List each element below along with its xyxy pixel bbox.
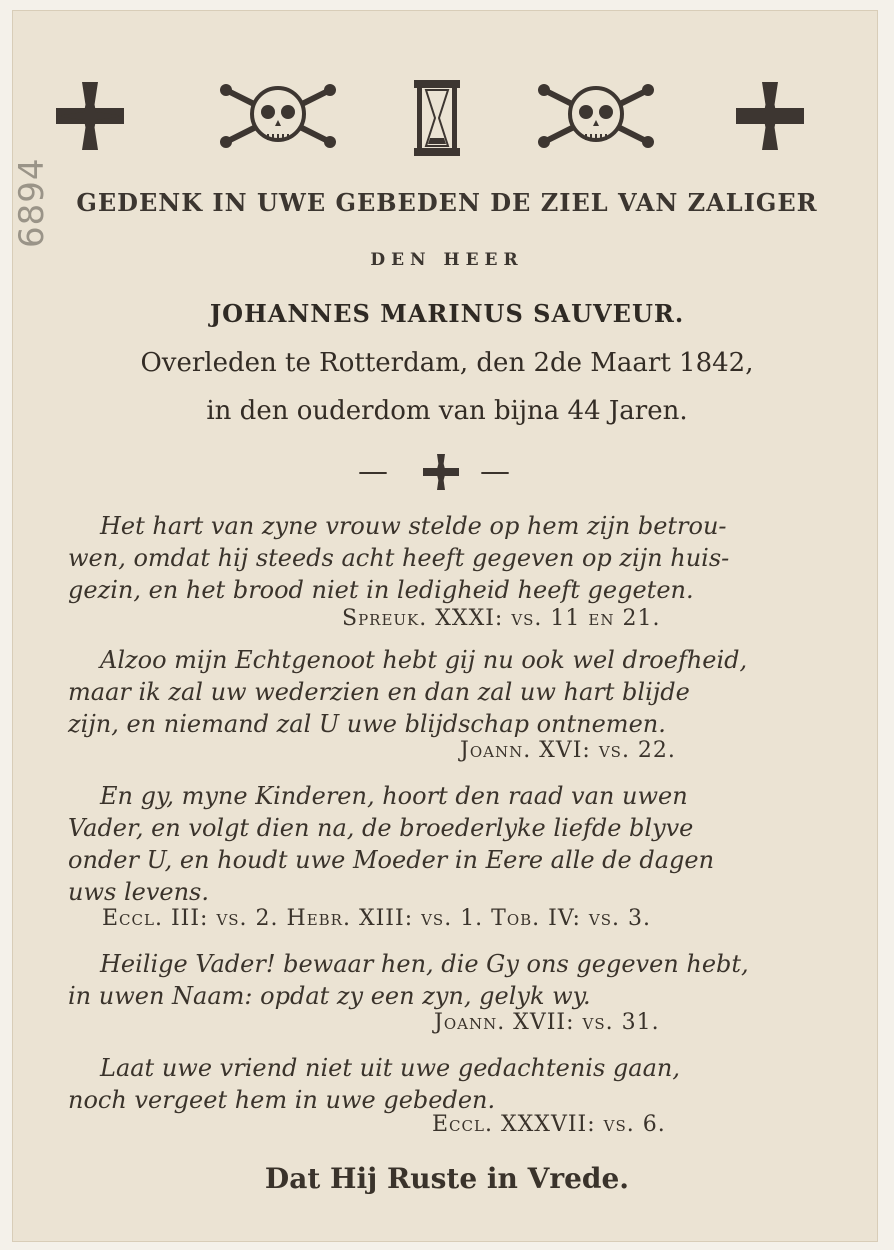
verse-line: maar ik zal uw wederzien en dan zal uw hart blijde [68,678,690,706]
verse-2 [68,644,820,740]
verse-line: Laat uwe vriend niet uit uwe gedachtenis gaan, [100,1054,680,1082]
verse-line: gezin, en het brood niet in ledigheid heeft gegeten. [68,576,694,604]
verse-line: Vader, en volgt dien na, de broederlyke liefde blyve [68,814,694,842]
verse-line: Het hart van zyne vrouw stelde op hem zijn betrou- [100,512,727,540]
skull-crossbones-icon [218,78,338,154]
age-at-death: in den ouderdom van bijna 44 Jaren. [206,396,688,426]
verse-1-reference: Spreuk. XXXI: vs. 11 en 21. [342,606,661,631]
verse-5-reference: Eccl. XXXVII: vs. 6. [432,1112,666,1137]
verse-4 [68,948,820,1012]
verse-line: noch vergeet hem in uwe gebeden. [68,1086,496,1114]
divider-dash-left: — [358,454,388,489]
cross-pattee-icon [732,78,808,154]
verse-3-reference: Eccl. III: vs. 2. Hebr. XIII: vs. 1. Tob. IV: vs. 3. [102,906,652,931]
verse-line: zijn, en niemand zal U uwe blijdschap ontnemen. [68,710,666,738]
ornament-row [50,78,810,178]
verse-1 [68,510,820,606]
verse-4-reference: Joann. XVII: vs. 31. [434,1010,660,1035]
invocation-heading: GEDENK IN UWE GEBEDEN DE ZIEL VAN ZALIGER [76,188,818,217]
verse-line: Alzoo mijn Echtgenoot hebt gij nu ook wel droefheid, [100,646,748,674]
skull-crossbones-icon [536,78,656,154]
cross-pattee-icon [421,452,461,492]
title-heading: DEN HEER [370,250,524,270]
hourglass-icon [412,78,462,158]
verse-line: in uwen Naam: opdat zy een zyn, gelyk wy. [68,982,591,1010]
verse-3 [68,780,820,908]
death-place-date: Overleden te Rotterdam, den 2de Maart 1842, [140,348,754,378]
archive-number: 6894 [12,157,52,248]
verse-2-reference: Joann. XVI: vs. 22. [460,738,676,763]
verse-line: Heilige Vader! bewaar hen, die Gy ons gegeven hebt, [100,950,749,978]
divider-dash-right: — [480,454,510,489]
verse-5 [68,1052,820,1116]
verse-line: wen, omdat hij steeds acht heeft gegeven op zijn huis- [68,544,730,572]
closing-line: Dat Hij Ruste in Vrede. [264,1162,630,1195]
verse-line: onder U, en houdt uwe Moeder in Eere alle de dagen [68,846,715,874]
divider [0,452,894,492]
cross-pattee-icon [52,78,128,154]
verse-line: uws levens. [68,878,209,906]
deceased-name: JOHANNES MARINUS SAUVEUR. [209,299,685,328]
verse-line: En gy, myne Kinderen, hoort den raad van uwen [100,782,688,810]
